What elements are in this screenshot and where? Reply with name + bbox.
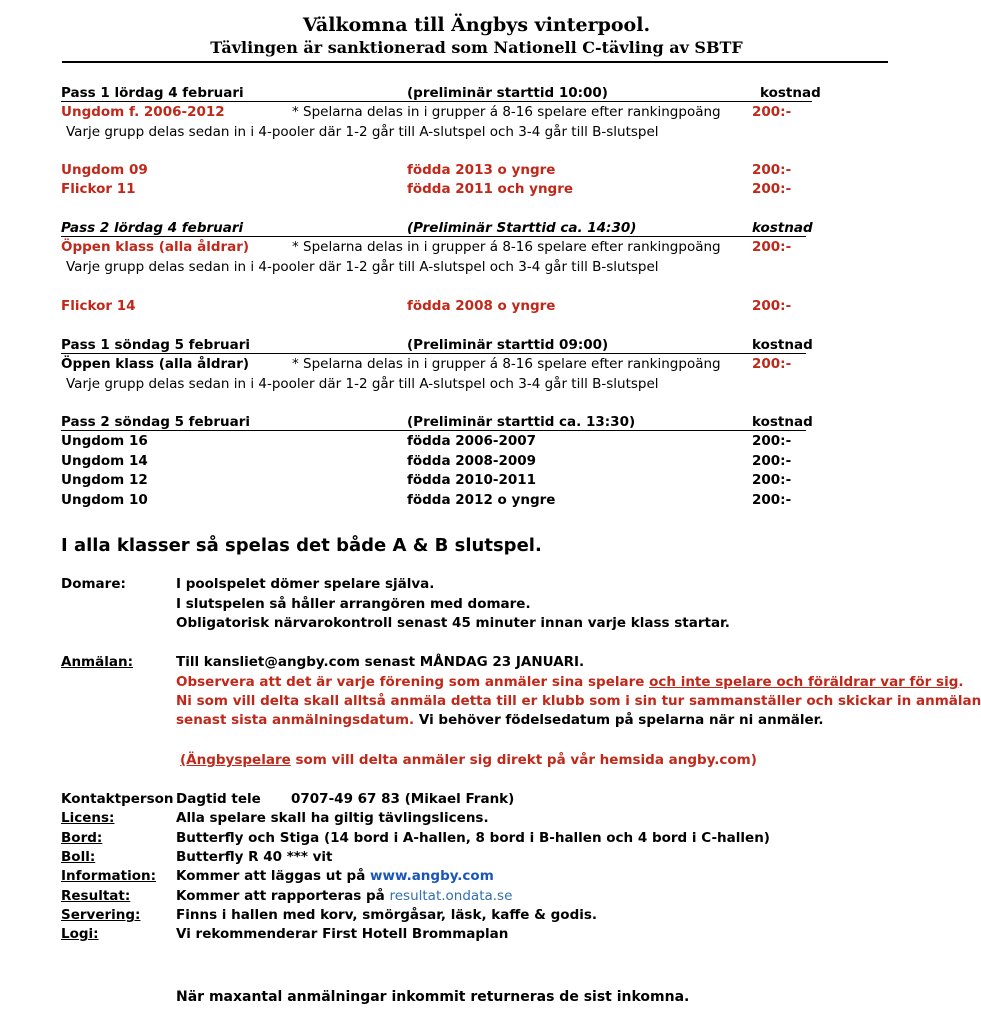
anmalan-line	[176, 673, 964, 692]
pass-starttime: (Preliminär Starttid ca. 14:30)	[407, 220, 637, 236]
class-name: Flickor 11	[61, 181, 136, 197]
class-price: 200:-	[752, 433, 792, 449]
class-price: 200:-	[752, 492, 792, 508]
anmalan-line	[176, 711, 824, 730]
resultat-text: Kommer att rapporteras på	[176, 888, 390, 904]
class-name: Ungdom 10	[61, 492, 148, 508]
page-title: Välkomna till Ängbys vinterpool.	[302, 14, 651, 36]
class-price: 200:-	[752, 453, 792, 469]
domare-label: Domare:	[61, 576, 126, 592]
information-value	[176, 867, 494, 886]
class-note: födda 2006-2007	[407, 433, 537, 449]
anmalan-text: som vill delta anmäler sig direkt på vår hemsida angby.com)	[290, 752, 757, 768]
class-name: Ungdom 14	[61, 453, 148, 469]
class-note: * Spelarna delas in i grupper á 8-16 spelare efter rankingpoäng	[292, 104, 721, 120]
section-rule	[61, 430, 806, 431]
angby-website-link[interactable]: www.angby.com	[370, 868, 494, 884]
servering-value: Finns i hallen med korv, smörgåsar, läsk, kaffe & godis.	[176, 907, 598, 923]
anmalan-line: Ni som vill delta skall alltså anmäla detta till er klubb som i sin tur sammanställer och skickar in anmälan	[176, 693, 981, 709]
cost-header: kostnad	[752, 414, 813, 430]
class-note: födda 2008-2009	[407, 453, 537, 469]
kontakt-label: Kontaktperson	[61, 791, 174, 807]
class-note: födda 2010-2011	[407, 472, 537, 488]
pass-heading: Pass 1 söndag 5 februari	[61, 337, 251, 353]
anmalan-text: .	[958, 674, 964, 690]
domare-line: I slutspelen så håller arrangören med domare.	[176, 596, 531, 612]
class-price: 200:-	[752, 472, 792, 488]
class-price: 200:-	[752, 239, 792, 255]
pass-heading: Pass 1 lördag 4 februari	[61, 85, 244, 101]
cost-header: kostnad	[752, 220, 813, 236]
ondata-results-link[interactable]: resultat.ondata.se	[389, 888, 513, 904]
licens-value: Alla spelare skall ha giltig tävlingslicens.	[176, 810, 489, 826]
cost-header: kostnad	[752, 337, 813, 353]
pass-starttime: (Preliminär starttid ca. 13:30)	[407, 414, 636, 430]
kontakt-sub: Dagtid tele	[176, 791, 261, 807]
class-note: födda 2011 och yngre	[407, 181, 574, 197]
boll-label: Boll:	[61, 849, 96, 865]
class-note: * Spelarna delas in i grupper á 8-16 spelare efter rankingpoäng	[292, 239, 721, 255]
information-text: Kommer att läggas ut på	[176, 868, 371, 884]
anmalan-emphasis: och inte spelare och föräldrar var för sig	[649, 674, 959, 690]
kontakt-value: 0707-49 67 83 (Mikael Frank)	[291, 791, 515, 807]
servering-label: Servering:	[61, 907, 141, 923]
page-subtitle: Tävlingen är sanktionerad som Nationell C-tävling av SBTF	[210, 38, 743, 57]
anmalan-text: Vi behöver födelsedatum på spelarna när ni anmäler.	[414, 712, 824, 728]
class-price: 200:-	[752, 104, 792, 120]
group-description: Varje grupp delas sedan in i 4-pooler där 1-2 går till A-slutspel och 3-4 går till B-slutspel	[66, 376, 659, 392]
cost-header: kostnad	[760, 85, 821, 101]
class-name: Ungdom 12	[61, 472, 148, 488]
header-rule	[62, 61, 888, 63]
class-name: Ungdom 09	[61, 162, 148, 178]
resultat-label: Resultat:	[61, 888, 131, 904]
anmalan-deadline: senast sista anmälningsdatum.	[176, 712, 415, 728]
class-note: födda 2012 o yngre	[407, 492, 556, 508]
class-note: * Spelarna delas in i grupper á 8-16 spelare efter rankingpoäng	[292, 356, 721, 372]
pass-heading: Pass 2 lördag 4 februari	[61, 220, 244, 236]
slutspel-heading: I alla klasser så spelas det både A & B slutspel.	[61, 535, 542, 556]
resultat-value	[176, 887, 512, 906]
class-name: Ungdom 16	[61, 433, 148, 449]
class-name: Öppen klass (alla åldrar)	[61, 239, 250, 255]
class-name: Ungdom f. 2006-2012	[61, 104, 225, 120]
bord-label: Bord:	[61, 830, 103, 846]
licens-label: Licens:	[61, 810, 115, 826]
anmalan-angby-note	[180, 751, 757, 770]
class-name: Flickor 14	[61, 298, 136, 314]
class-note: födda 2008 o yngre	[407, 298, 556, 314]
group-description: Varje grupp delas sedan in i 4-pooler där 1-2 går till A-slutspel och 3-4 går till B-slutspel	[66, 259, 659, 275]
class-price: 200:-	[752, 162, 792, 178]
section-rule	[61, 353, 806, 354]
domare-line: I poolspelet dömer spelare själva.	[176, 576, 435, 592]
logi-value: Vi rekommenderar First Hotell Brommaplan	[176, 926, 509, 942]
class-note: födda 2013 o yngre	[407, 162, 556, 178]
group-description: Varje grupp delas sedan in i 4-pooler där 1-2 går till A-slutspel och 3-4 går till B-slutspel	[66, 124, 659, 140]
boll-value: Butterfly R 40 *** vit	[176, 849, 333, 865]
bord-value: Butterfly och Stiga (14 bord i A-hallen, 8 bord i B-hallen och 4 bord i C-hallen)	[176, 830, 770, 846]
information-label: Information:	[61, 868, 156, 884]
anmalan-line: Till kansliet@angby.com senast MÅNDAG 23 JANUARI.	[176, 654, 585, 670]
class-price: 200:-	[752, 356, 792, 372]
pass-starttime: (Preliminär starttid 09:00)	[407, 337, 609, 353]
class-price: 200:-	[752, 181, 792, 197]
section-rule	[61, 101, 812, 102]
anmalan-text: Observera att det är varje förening som anmäler sina spelare	[176, 674, 650, 690]
pass-starttime: (preliminär starttid 10:00)	[407, 85, 608, 101]
logi-label: Logi:	[61, 926, 99, 942]
anmalan-label: Anmälan:	[61, 654, 133, 670]
class-price: 200:-	[752, 298, 792, 314]
section-rule	[61, 236, 806, 237]
pass-heading: Pass 2 söndag 5 februari	[61, 414, 251, 430]
class-name: Öppen klass (alla åldrar)	[61, 356, 250, 372]
footer-note: När maxantal anmälningar inkommit returneras de sist inkomna.	[176, 989, 690, 1005]
domare-line: Obligatorisk närvarokontroll senast 45 minuter innan varje klass startar.	[176, 615, 730, 631]
angby-players: (Ängbyspelare	[180, 752, 291, 768]
